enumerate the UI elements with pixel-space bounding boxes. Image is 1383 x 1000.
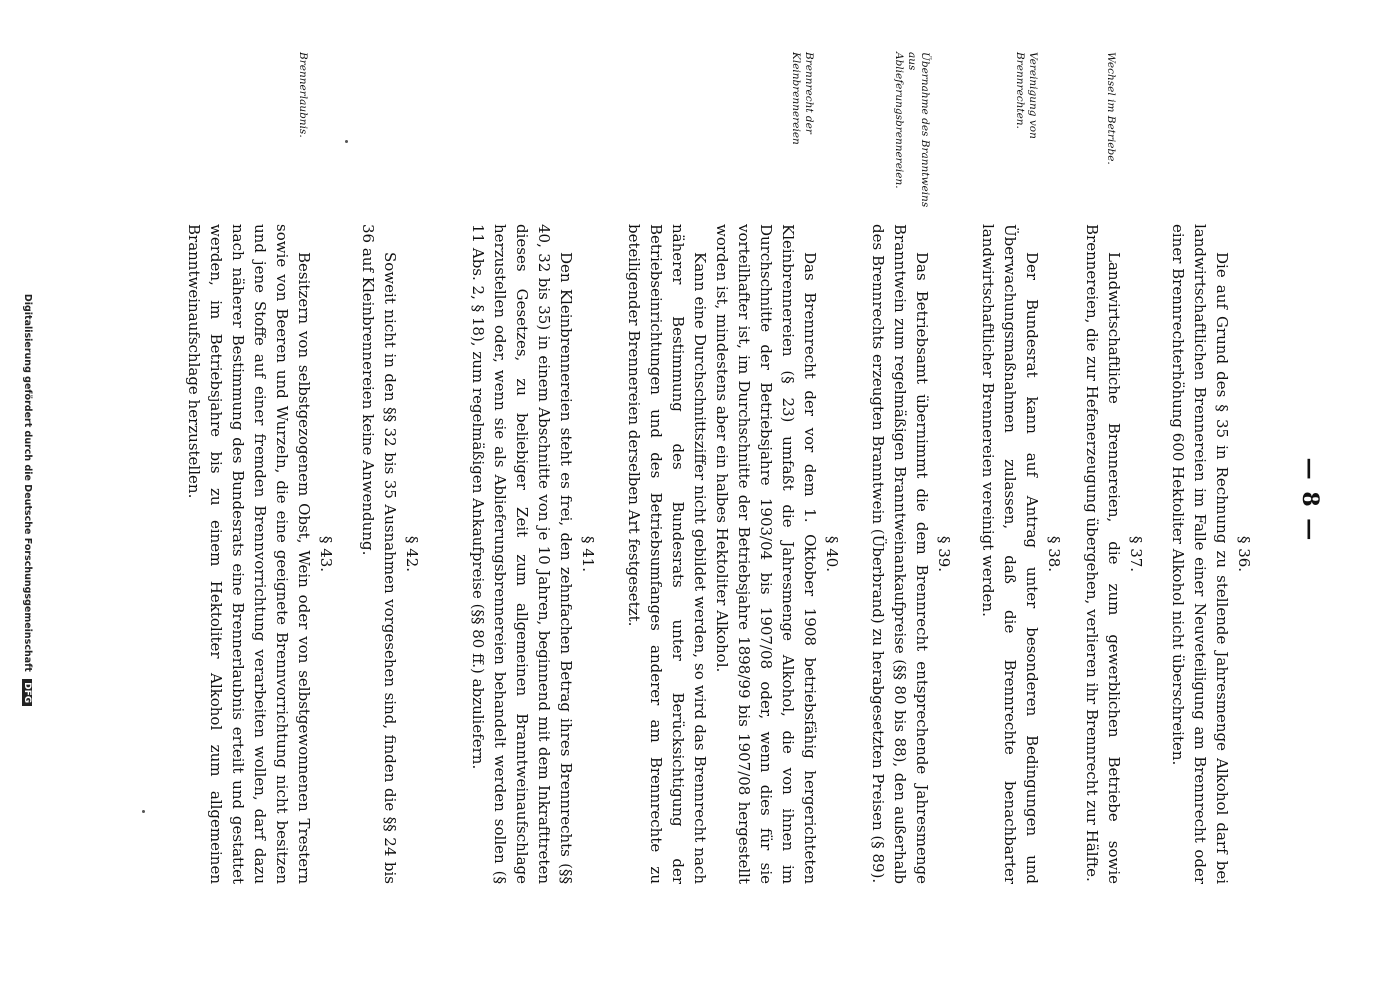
margin-note: Übernahme des Branntweins aus Ablieferungsbrennereien. [893, 52, 931, 208]
margin-note: Vereinigung von Brennrechten. [1014, 52, 1039, 139]
paragraph: Landwirtschaftliche Brennereien, die zum gewerblichen Betriebe sowie Brennereien, die zur Hefenerzeugung übergehen, verlieren ihr Brennrecht zur Hälfte. [1083, 224, 1123, 884]
page-number: — 8 — [1297, 457, 1323, 543]
section-body [183, 224, 337, 884]
paragraph: Das Brennrecht der vor dem 1. Oktober 1908 betriebsfähig hergerichteten Kleinbrennereien (§ 23) umfaßt die Jahresmenge Alkohol, die von ihnen im Durchschnitte der Betriebsjahre 1903/04 bis 1907/08 oder, wenn dies für sie vorteilhafter ist, im Durchschnitte der Betriebsjahre 1898/99 bis 1907/08 hergestellt worden ist, mindestens aber ein halbes Hektoliter Alkohol. [713, 224, 819, 884]
section-body [1167, 224, 1255, 884]
section-number: § 43. [317, 535, 335, 573]
paragraph: Der Bundesrat kann auf Antrag unter besonderen Bedingungen und Überwachungsmaßnahmen zulassen, daß die Brennrechte benachbarter landwirtschaftlicher Brennereien vereinigt werden. [979, 224, 1041, 884]
section-number: § 40. [823, 535, 841, 573]
margin-note: Brennrecht der Kleinbrennereien [790, 52, 815, 145]
dfg-logo: DFG [22, 679, 32, 706]
section-body [623, 224, 843, 884]
paragraph: Das Betriebsamt übernimmt die dem Brennrecht entsprechende Jahresmenge Branntwein zum regelmäßigen Branntweinankaufpreise (§§ 80 bis 88), den außerhalb des Brennrechts erzeugten Branntwein (Überbrand) zu herabgesetzten Preisen (§ 89). [869, 224, 931, 884]
paragraph: Kann eine Durchschnittsziffer nicht gebildet werden, so wird das Brennrecht nach näherer Bestimmung des Bundesrats unter Berücksichtigung der Betriebseinrichtungen und des Betriebsumfanges anderer am Brennrechte zu beteiligender Brennereien derselben Art festgesetzt. [625, 224, 709, 884]
credit-text: Digitalisierung gefördert durch die Deutsche Forschungsgemeinschaft [22, 293, 33, 672]
section-number: § 36. [1235, 535, 1253, 573]
scan-speck [142, 810, 145, 813]
section-body [357, 224, 423, 884]
section-number: § 38. [1045, 535, 1063, 573]
paragraph: Besitzern von selbstgezogenem Obst, Wein oder von selbstgewonnenen Trestern sowie von Beeren und Wurzeln, die eine geeignete Brennvorrichtung nicht besitzen und jene Stoffe auf einer fremden Brennvorrichtung verarbeiten wollen, darf dazu nach näherer Bestimmung des Bundesrats eine Brennerlaubnis erteilt und gestattet werden, im Betriebsjahre bis zu einem Hektoliter Alkohol zum allgemeinen Branntweinaufschlage herzustellen. [185, 224, 313, 884]
paragraph: Den Kleinbrennereien steht es frei, den zehnfachen Betrag ihres Brennrechts (§§ 40, 32 bis 35) in einem Abschnitte von je 10 Jahren, beginnend mit dem Inkrafttreten dieses Gesetzes, zu beliebiger Zeit zum allgemeinen Branntweinaufschlage herzustellen oder, wenn sie als Ablieferungsbrennereien behandelt werden sollen (§ 11 Abs. 2, § 18), zum regelmäßigen Ankaufpreise (§§ 80 ff.) abzuliefern. [469, 224, 575, 884]
section-number: § 42. [403, 535, 421, 573]
section-body [467, 224, 599, 884]
digitization-credit [22, 0, 33, 1000]
section-number: § 41. [579, 535, 597, 573]
section-body [1081, 224, 1147, 884]
margin-note: Brennerlaubnis. [297, 52, 309, 138]
paragraph: Soweit nicht in den §§ 32 bis 35 Ausnahmen vorgesehen sind, finden die §§ 24 bis 36 auf Kleinbrennereien keine Anwendung. [359, 224, 399, 884]
section-body [977, 224, 1065, 884]
paragraph: Die auf Grund des § 35 in Rechnung zu stellende Jahresmenge Alkohol darf bei landwirtschaftlichen Brennereien im Falle einer Neuveteiligung am Brennrecht oder einer Brennrechterhöhung 600 Hektoliter Alkohol nicht überschreiten. [1169, 224, 1231, 884]
section-number: § 37. [1127, 535, 1145, 573]
scan-speck [345, 140, 348, 143]
section-number: § 39. [935, 535, 953, 573]
section-body [867, 224, 955, 884]
margin-note: Wechsel im Betriebe. [1105, 52, 1117, 165]
